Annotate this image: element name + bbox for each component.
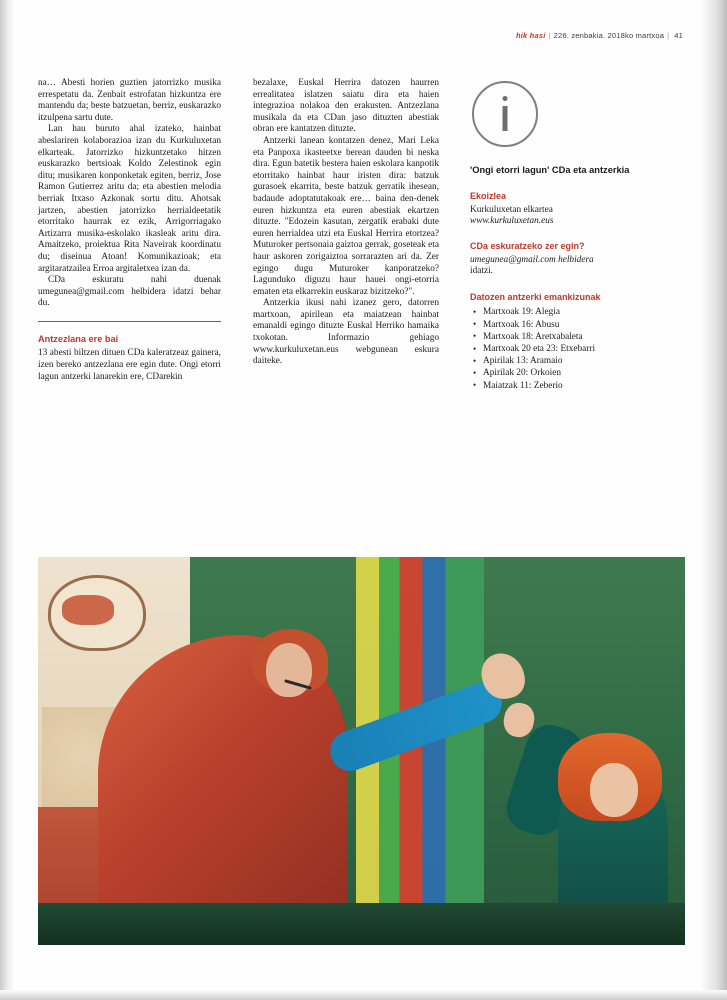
- header-separator-1: |: [548, 31, 551, 40]
- list-item: • Martxoak 19: Alegia: [470, 306, 670, 318]
- paragraph: Lan hau buruto ahal izateko, hainbat abeslariren kolaborazioa izan du Kurkuluxetan elkarteak. Jatorrizko hizkuntzetako hitzen euskarazko bertsioak Koldo Zelestinok egin ditu; musikaren konponketak egiten, berriz, Jose Ramon Gutierrez aritu da; eta abestien melodia berriak Itxaso Azkonak sortu ditu. Ahotsak jartzen, abestien jatorrizko herrialdeetatik etorritako haurrak ez ezik, Arrigorriagako Artizarra musika-eskolako ikasleak aritu dira. Amaitzeko, proiektua Rita Naveirak koordinatu du; diseinua Atoan! Komunikazioak; eta argitaratzailea Erroa argitaletxea izan da.: [38, 124, 221, 274]
- list-item: • Martxoak 16: Abusu: [470, 319, 670, 331]
- dates-heading: Datozen antzerki emankizunak: [470, 291, 601, 302]
- info-block-heading: Ekoizlea: [470, 191, 507, 201]
- info-block-howto: [470, 241, 670, 277]
- info-block-line: umegunea@gmail.com helbidera: [470, 255, 594, 265]
- list-item: • Apirilak 13: Aramaio: [470, 355, 670, 367]
- performer-main-face: [266, 643, 312, 697]
- dates-list: [470, 306, 670, 391]
- info-block-line: Kurkuluxetan elkartea: [470, 204, 553, 215]
- paragraph: CDa eskuratu nahi duenak umegunea@gmail.com helbidera idatzi behar du.: [38, 275, 221, 309]
- performer-right-face: [590, 763, 638, 817]
- info-icon-stem: [503, 106, 508, 131]
- backdrop-shape: [62, 595, 114, 625]
- paragraph: Antzerkia ikusi nahi izanez gero, datorren martxoan, apirilean eta maiatzean hainbat emanaldi egingo dituzte Euskal Herriko hamaika txokotan. Informazio gehiago www.kurkuluxetan.eus webgunean eskura daiteke.: [253, 298, 439, 367]
- info-block-producer: [470, 191, 670, 227]
- magazine-brand: hik hasi: [515, 31, 546, 40]
- page-header: [516, 31, 683, 40]
- page-edge-bottom: [0, 990, 727, 1000]
- paragraph: bezalaxe, Euskal Herrira datozen haurren errealitatea islatzen saiatu dira eta haien integrazioa nolakoa den erakusten. Antzezlana musikala da eta CDan jaso dituzten abestiak obran ere kantatzen dituzte.: [253, 78, 439, 135]
- page-edge-left: [0, 0, 14, 1000]
- page-edge-right: [701, 0, 727, 1000]
- paragraph: Antzerki lanean kontatzen denez, Mari Leka eta Panpoxa ikasteetxe berean dauden bi neska dira. Egun batetik bestera haien eskolara kanpotik etorritako hainbat haur iristen dira: batzuk gurasoek ekarrita, beste batzuk gerratik ihesean, badaude adoptatutakoak ere… baina den-denek euren hizkuntza eta euren abestiak ekartzen dituzte. "Edozein kasutan, zergatik erabaki dute euren herrialdea utzi eta Euskal Herrira etortzea? Muturoker pertsonaia gaiztoa gerrak, goseteak eta haur askoren zorigaiztoa sorrarazten ari da. Zer egingo dugu Muturoker kanporatzeko? Lagunduko diguzu haur hauei ongi-etorria ematen eta elkarrekin euskaraz bizitzeko?".: [253, 135, 439, 297]
- theatre-performance-photo: [38, 557, 685, 945]
- section-divider: [38, 321, 221, 322]
- section-heading: Antzezlana ere bai: [38, 333, 119, 344]
- info-icon: [472, 81, 538, 147]
- info-box-title: 'Ongi etorri lagun' CDa eta antzerkia: [470, 165, 630, 175]
- header-separator-2: |: [667, 31, 670, 40]
- list-item: • Maiatzak 11: Zeberio: [470, 380, 670, 392]
- paragraph: na… Abesti horien guztien jatorrizko musika errespetatu da. Zenbait estrofatan hizkuntza ere mantendu da; beste batzuetan, berriz, euskarazko itzulpena sartu dute.: [38, 78, 221, 123]
- stage-floor: [38, 903, 685, 945]
- text-column-2: [253, 78, 439, 368]
- info-block-heading: CDa eskuratzeko zer egin?: [470, 241, 585, 252]
- info-block-url[interactable]: www.kurkuluxetan.eus: [470, 216, 554, 226]
- issue-info: 226. zenbakia. 2018ko martxoa: [553, 31, 665, 40]
- page-number: 41: [674, 31, 683, 40]
- info-block-dates: [470, 292, 670, 392]
- info-block-line: idatzi.: [470, 266, 493, 277]
- list-item: • Apirilak 20: Orkoien: [470, 367, 670, 379]
- text-column-1: [38, 78, 221, 383]
- info-icon-dot: [503, 96, 508, 101]
- info-sidebar: [470, 78, 670, 406]
- list-item: • Martxoak 20 eta 23: Etxebarri: [470, 343, 670, 355]
- paragraph: 13 abesti biltzen dituen CDa kaleratzeaz gainera, izen bereko antzezlana ere egin dute. Ongi etorri lagun antzerki lanarekin ere, CDarekin: [38, 348, 221, 382]
- list-item: • Martxoak 18: Aretxabaleta: [470, 331, 670, 343]
